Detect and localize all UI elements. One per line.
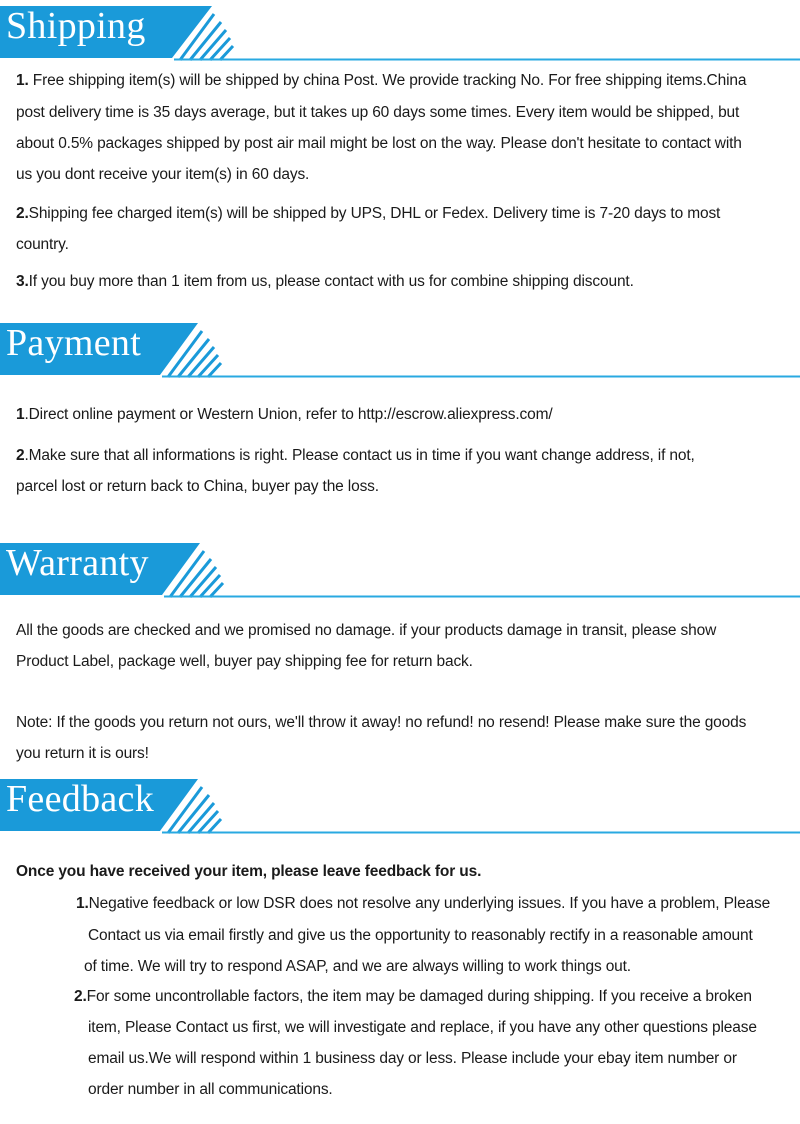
warranty-line: Product Label, package well, buyer pay shipping fee for return back. bbox=[16, 653, 473, 670]
item-number: 1 bbox=[16, 406, 25, 423]
text: Shipping fee charged item(s) will be shipped by UPS, DHL or Fedex. Delivery time is 7-20 days to most bbox=[28, 205, 721, 222]
shipping-item-1-line: post delivery time is 35 days average, but it takes up 60 days some times. Every item would be shipped, but bbox=[16, 104, 740, 121]
section-title: Payment bbox=[6, 322, 142, 364]
payment-banner bbox=[0, 317, 800, 392]
shipping-item-2-line bbox=[16, 205, 720, 223]
shipping-item-2-line: country. bbox=[16, 236, 69, 253]
item-number: 2 bbox=[16, 447, 25, 464]
warranty-note-line: you return it is ours! bbox=[16, 745, 149, 762]
text: If you buy more than 1 item from us, please contact with us for combine shipping discount. bbox=[28, 273, 634, 290]
payment-item-1-line bbox=[16, 406, 553, 424]
feedback-item-1-line bbox=[76, 895, 770, 913]
item-number: 2. bbox=[74, 988, 87, 1005]
warranty-line: All the goods are checked and we promised no damage. if your products damage in transit, please show bbox=[16, 622, 717, 639]
shipping-item-1-line bbox=[16, 72, 746, 90]
feedback-item-2-line bbox=[74, 988, 752, 1006]
feedback-item-2-line: email us.We will respond within 1 business day or less. Please include your ebay item number or bbox=[88, 1050, 737, 1067]
shipping-item-3-line bbox=[16, 273, 634, 291]
payment-item-2-line: parcel lost or return back to China, buyer pay the loss. bbox=[16, 478, 379, 495]
warranty-banner bbox=[0, 537, 800, 612]
feedback-banner bbox=[0, 773, 800, 848]
feedback-item-2-line: order number in all communications. bbox=[88, 1081, 333, 1098]
shipping-item-1-line: us you dont receive your item(s) in 60 days. bbox=[16, 166, 310, 183]
item-number: 3. bbox=[16, 273, 29, 290]
section-title: Shipping bbox=[6, 5, 146, 47]
item-number: 1. bbox=[76, 895, 89, 912]
section-title: Feedback bbox=[6, 778, 154, 820]
shipping-item-1-line: about 0.5% packages shipped by post air mail might be lost on the way. Please don't hesitate to contact with bbox=[16, 135, 742, 152]
payment-item-2-line bbox=[16, 447, 695, 465]
text: For some uncontrollable factors, the item may be damaged during shipping. If you receive a broken bbox=[86, 988, 752, 1005]
text: .Direct online payment or Western Union, refer to http://escrow.aliexpress.com/ bbox=[24, 406, 553, 423]
feedback-item-1-line: of time. We will try to respond ASAP, and we are always willing to work things out. bbox=[84, 958, 631, 975]
item-number: 1. bbox=[16, 72, 29, 89]
text: Negative feedback or low DSR does not resolve any underlying issues. If you have a problem, Please bbox=[88, 895, 771, 912]
text: .Make sure that all informations is right. Please contact us in time if you want change address, if not, bbox=[24, 447, 695, 464]
item-number: 2. bbox=[16, 205, 29, 222]
section-title: Warranty bbox=[6, 542, 149, 584]
shipping-banner bbox=[0, 0, 800, 75]
warranty-note-line: Note: If the goods you return not ours, we'll throw it away! no refund! no resend! Please make sure the goods bbox=[16, 714, 747, 731]
feedback-lead: Once you have received your item, please leave feedback for us. bbox=[16, 863, 482, 880]
feedback-item-1-line: Contact us via email firstly and give us the opportunity to reasonably rectify in a reasonable amount bbox=[88, 927, 753, 944]
feedback-item-2-line: item, Please Contact us first, we will investigate and replace, if you have any other questions please bbox=[88, 1019, 757, 1036]
text: Free shipping item(s) will be shipped by china Post. We provide tracking No. For free shipping items.China bbox=[28, 72, 747, 89]
